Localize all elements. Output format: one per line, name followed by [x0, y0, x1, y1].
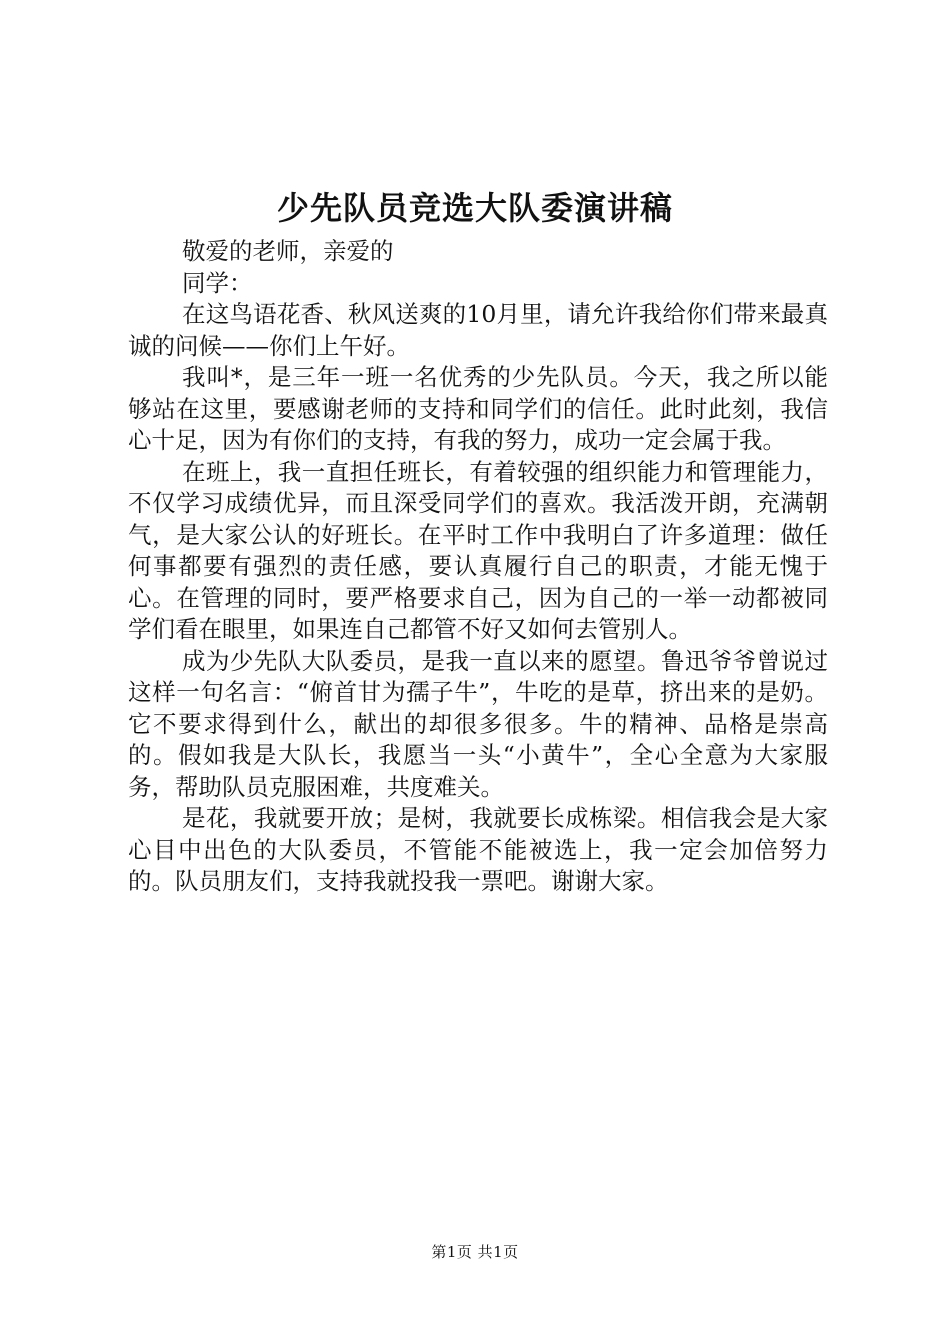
salutation-line-2: 同学： — [182, 268, 253, 297]
page-number-footer: 第1页 共1页 — [431, 1243, 519, 1261]
paragraph-aspiration: 成为少先队大队委员，是我一直以来的愿望。鲁迅爷爷曾说过这样一句名言：“俯首甘为孺子牛”，牛吃的是草，挤出来的是奶。它不要求得到什么，献出的却很多很多。牛的精神、品格是崇高的。假如我是大队长，我愿当一头“小黄牛”，全心全意为大家服务，帮助队员克服困难，共度难关。 — [128, 646, 828, 801]
document-title: 少先队员竞选大队委演讲稿 — [276, 189, 673, 227]
paragraph-closing: 是花，我就要开放；是树，我就要长成栋梁。相信我会是大家心目中出色的大队委员，不管能不能被选上，我一定会加倍努力的。队员朋友们，支持我就投我一票吧。谢谢大家。 — [128, 804, 828, 895]
salutation-line-1: 敬爱的老师，亲爱的 — [182, 237, 394, 265]
paragraph-introduction: 我叫*，是三年一班一名优秀的少先队员。今天，我之所以能够站在这里，要感谢老师的支持和同学们的信任。此时此刻，我信心十足，因为有你们的支持，有我的努力，成功一定会属于我。 — [128, 363, 828, 454]
paragraph-class-monitor: 在班上，我一直担任班长，有着较强的组织能力和管理能力，不仅学习成绩优异，而且深受同学们的喜欢。我活泼开朗，充满朝气，是大家公认的好班长。在平时工作中我明白了许多道理：做任何事都要有强烈的责任感，要认真履行自己的职责，才能无愧于心。在管理的同时，要严格要求自己，因为自己的一举一动都被同学们看在眼里，如果连自己都管不好又如何去管别人。 — [128, 457, 828, 643]
document-body — [128, 236, 828, 898]
paragraph-greeting: 在这鸟语花香、秋风送爽的10月里，请允许我给你们带来最真诚的问候——你们上午好。 — [128, 300, 828, 360]
